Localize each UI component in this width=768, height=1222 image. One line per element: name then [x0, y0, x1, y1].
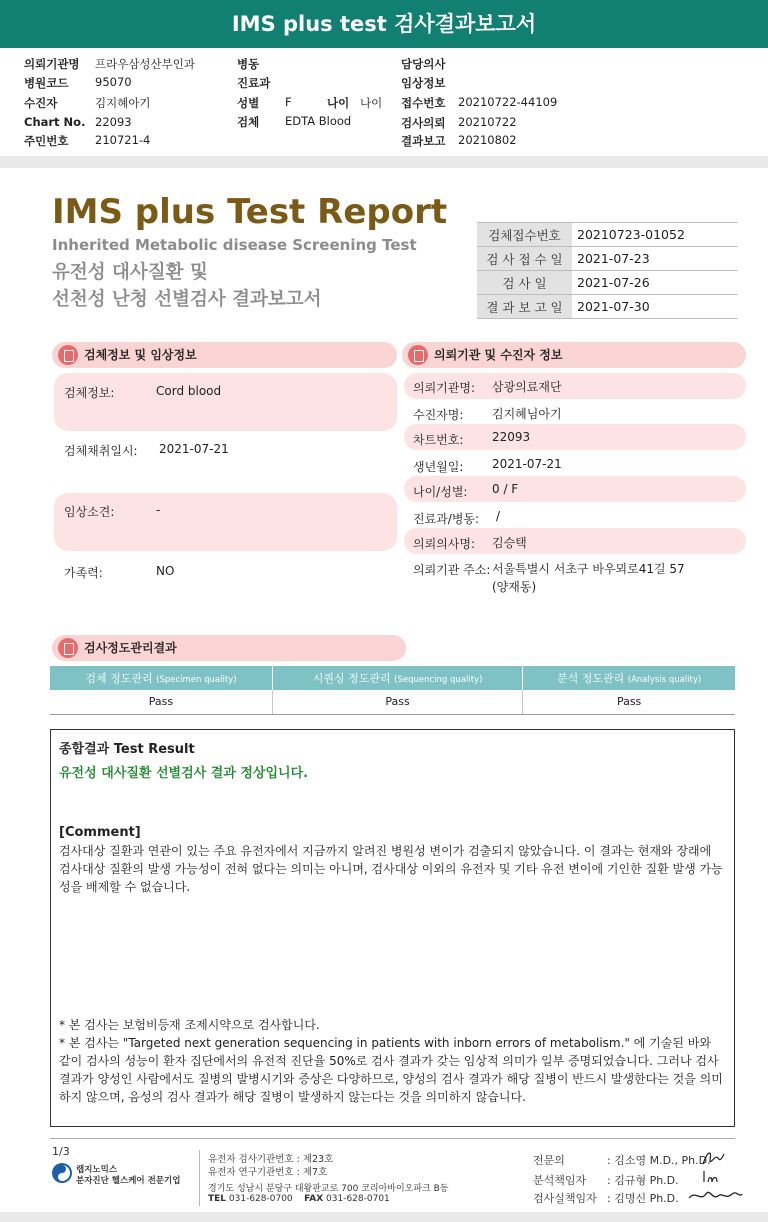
test-result-summary: 유전성 대사질환 선별검사 결과 정상입니다.	[59, 766, 309, 781]
company-logo-icon	[51, 1162, 73, 1184]
quality-header	[50, 666, 272, 690]
patient-key: 생년월일:	[413, 460, 464, 474]
quality-header-en: (Analysis quality)	[627, 675, 702, 685]
quality-header	[272, 666, 522, 690]
quality-header-row	[50, 666, 735, 690]
dates-row	[477, 295, 738, 319]
patient-key: 나이/성별:	[413, 485, 468, 499]
header-key: 나이	[327, 96, 350, 110]
header-value: 프라우삼성산부인과	[95, 57, 195, 71]
clipboard-icon	[58, 638, 78, 658]
header-key: 임상정보	[401, 76, 446, 90]
patient-value: 0 / F	[492, 482, 519, 496]
dates-row	[477, 247, 738, 271]
signer-role: 전문의	[533, 1154, 565, 1167]
report-title-en: IMS plus Test Report	[52, 192, 448, 232]
signature-3-icon	[686, 1184, 744, 1206]
patient-value: 삼광의료재단	[492, 380, 562, 394]
header-key: 담당의사	[401, 57, 446, 71]
footer-separator	[199, 1150, 200, 1206]
lab-registration: 유전자 검사기관번호 : 제23호	[208, 1154, 334, 1165]
company-phone	[208, 1194, 390, 1204]
patient-value: 2021-07-21	[492, 457, 562, 471]
header-key: 주민번호	[24, 134, 69, 148]
header-value: 김지혜아기	[95, 96, 151, 110]
dates-key: 검 사 일	[477, 271, 572, 295]
quality-table	[50, 666, 735, 715]
specimen-key: 임상소견:	[64, 505, 115, 519]
patient-key: 진료과/병동:	[413, 512, 480, 526]
header-value: EDTA Blood	[285, 114, 352, 128]
signer-name: : 김명신 Ph.D.	[607, 1192, 679, 1205]
quality-section-header	[52, 635, 406, 661]
quality-value: Pass	[50, 690, 272, 714]
header-key: 의뢰기관명	[24, 57, 80, 71]
specimen-row-bg	[54, 493, 397, 551]
patient-value: (양재동)	[492, 580, 537, 594]
test-result-title: 종합결과 Test Result	[59, 742, 195, 757]
quality-value-row	[50, 690, 735, 714]
quality-header-ko: 시퀀싱 정도관리	[312, 672, 391, 685]
specimen-key: 검체채취일시:	[64, 444, 138, 458]
patient-section-title: 의뢰기관 및 수진자 정보	[434, 348, 563, 362]
report-title-bar: IMS plus test 검사결과보고서	[0, 0, 768, 48]
specimen-row-bg	[54, 373, 397, 431]
comment-body: 검사대상 질환과 연관이 있는 주요 유전자에서 지금까지 알려진 병원성 변이가 검출되지 않았습니다. 이 결과는 현재와 장래에 검사대상 질환의 발생 가능성이 전혀 없다는 의미는 아니며, 검사대상 이외의 유전자 및 기타 유전 변이에 기인한 질환 발생 가능성을 배제할 수 없습니다.	[59, 844, 723, 894]
quality-section-title: 검사정도관리결과	[84, 641, 177, 655]
dates-key: 검 사 접 수 일	[477, 247, 572, 271]
patient-section-header	[402, 342, 746, 368]
quality-header	[523, 666, 735, 690]
signer-role: 분석책임자	[533, 1174, 587, 1187]
patient-key: 의뢰의사명:	[413, 537, 476, 551]
quality-header-ko: 분석 정도관리	[557, 672, 625, 685]
specimen-value: NO	[156, 564, 175, 578]
report-page	[0, 168, 768, 1212]
dates-table	[477, 222, 738, 319]
patient-value: 김지혜님아기	[492, 407, 562, 421]
quality-header-ko: 검체 정도관리	[85, 672, 153, 685]
dates-key: 검체접수번호	[477, 223, 572, 247]
patient-key: 차트번호:	[413, 433, 464, 447]
quality-value: Pass	[272, 690, 522, 714]
patient-key: 의뢰기관명:	[413, 381, 476, 395]
header-value: 95070	[95, 75, 132, 89]
header-key: 성별	[237, 96, 260, 110]
footer-divider	[50, 1138, 735, 1139]
specimen-value: -	[156, 503, 161, 517]
dates-value: 2021-07-23	[572, 247, 738, 271]
signer-name: : 김소영 M.D., Ph.D.	[607, 1154, 711, 1167]
header-key: 접수번호	[401, 96, 446, 110]
lock-icon	[408, 345, 428, 365]
signer-name: : 김규형 Ph.D.	[607, 1174, 679, 1187]
header-key: 병동	[237, 57, 260, 71]
header-value: 20210722	[458, 115, 517, 129]
header-key: 병원코드	[24, 76, 69, 90]
research-registration: 유전자 연구기관번호 : 제7호	[208, 1167, 328, 1178]
signer-role: 검사실책임자	[533, 1192, 597, 1205]
quality-header-en: (Sequencing quality)	[394, 675, 483, 685]
company-address: 경기도 성남시 분당구 대왕판교로 700 코리아바이오파크 B동	[208, 1184, 449, 1194]
dates-row	[477, 271, 738, 295]
dates-row	[477, 223, 738, 247]
patient-value: 김승택	[492, 536, 527, 550]
header-key: 결과보고	[401, 134, 446, 148]
specimen-key: 가족력:	[64, 566, 103, 580]
dates-value: 20210723-01052	[572, 223, 738, 247]
dates-key: 결 과 보 고 일	[477, 295, 572, 319]
patient-key: 수진자명:	[413, 408, 464, 422]
header-value: 나이	[360, 96, 383, 110]
specimen-section-header	[52, 342, 397, 368]
lock-icon	[58, 345, 78, 365]
specimen-value: 2021-07-21	[159, 442, 229, 456]
patient-key: 의뢰기관 주소:	[413, 563, 491, 577]
patient-value: 서울특별시 서초구 바우뫼로41길 57	[492, 562, 685, 576]
header-value: 20210722-44109	[458, 95, 558, 109]
result-note-2: * 본 검사는 "Targeted next generation sequencing in patients with inborn errors of metabolism." 에 기술된 바와 같이 검사의 성능이 환자 집단에서의 유전적 진단율 50%로 검사 결과가 갖는 임상적 의미가 일부 증명되었습니다. 그러나 검사 결과가 양성인 사람에서도 질병의 발병시기와 증상은 다양하므로, 양성의 검사 결과가 해당 질병이 반드시 발생한다는 것을 의미하지 않으며, 음성의 검사 결과가 해당 질병이 발생하지 않는다는 것을 의미하지 않습니다.	[59, 1036, 723, 1104]
report-title-ko-2: 선천성 난청 선별검사 결과보고서	[52, 289, 322, 310]
comment-title: [Comment]	[59, 825, 141, 840]
specimen-value: Cord blood	[156, 384, 222, 398]
report-subtitle-en: Inherited Metabolic disease Screening Test	[52, 236, 417, 254]
result-note-1: * 본 검사는 보험비등재 조제시약으로 검사합니다.	[59, 1018, 320, 1032]
header-value: F	[285, 95, 292, 109]
tel-value: 031-628-0700	[228, 1194, 293, 1204]
header-key: 검사의뢰	[401, 116, 446, 130]
page-number: 1/3	[52, 1145, 70, 1158]
request-header	[0, 48, 768, 156]
quality-value: Pass	[523, 690, 735, 714]
signature-1-icon	[700, 1148, 726, 1170]
header-value: 20210802	[458, 133, 517, 147]
test-result-box	[50, 729, 735, 1127]
company-name: 랩지노믹스	[76, 1165, 118, 1175]
header-key: Chart No.	[24, 115, 86, 129]
dates-value: 2021-07-26	[572, 271, 738, 295]
patient-value: /	[496, 509, 501, 523]
specimen-key: 검체정보:	[64, 386, 115, 400]
dates-value: 2021-07-30	[572, 295, 738, 319]
fax-label: FAX	[304, 1194, 324, 1204]
tel-label: TEL	[208, 1194, 227, 1204]
company-tagline: 분자진단 헬스케어 전문기업	[76, 1176, 181, 1186]
header-key: 수진자	[24, 96, 58, 110]
specimen-section-title: 검체정보 및 임상정보	[84, 348, 197, 362]
patient-value: 22093	[492, 430, 531, 444]
header-value: 22093	[95, 115, 132, 129]
report-title-ko-1: 유전성 대사질환 및	[52, 262, 208, 283]
header-key: 검체	[237, 115, 260, 129]
header-key: 진료과	[237, 76, 271, 90]
fax-value: 031-628-0701	[326, 1194, 390, 1204]
header-value: 210721-4	[95, 133, 151, 147]
quality-header-en: (Specimen quality)	[156, 675, 237, 685]
